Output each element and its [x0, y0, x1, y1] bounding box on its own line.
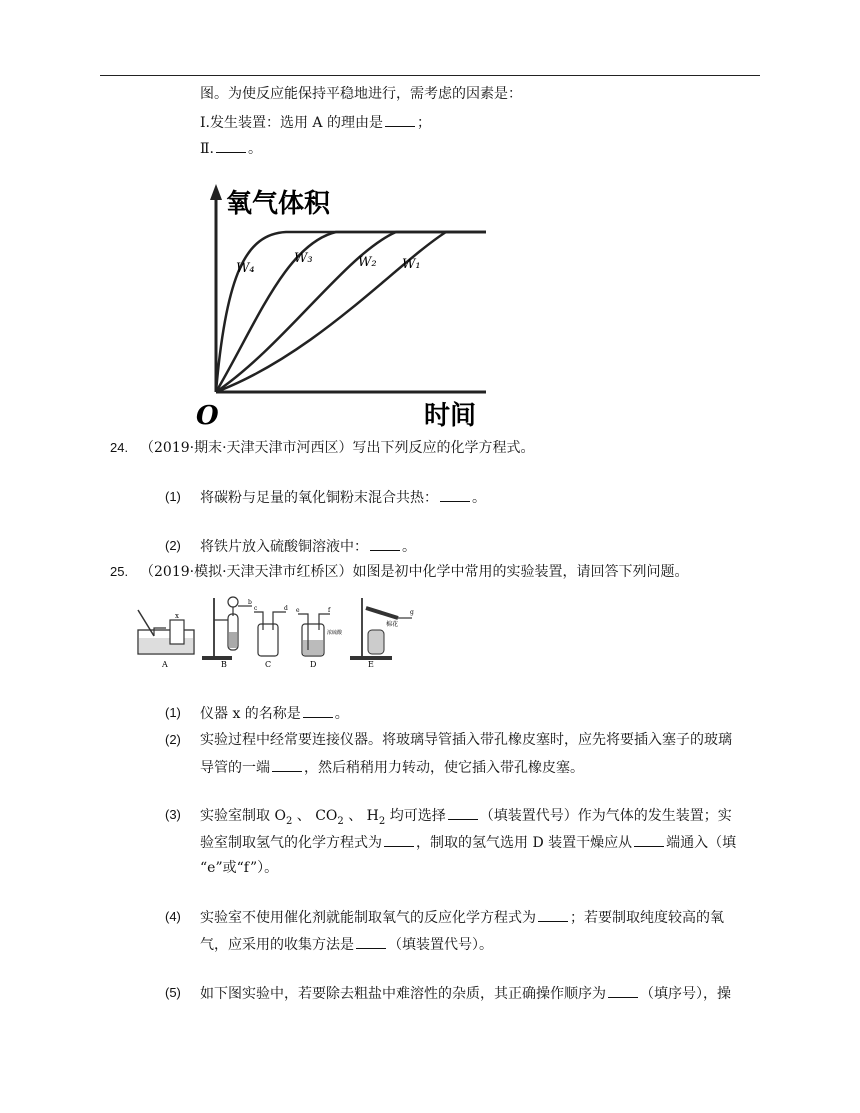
sub-question-end: ，然后稍稍用力转动，使它插入带孔橡皮塞。 — [304, 760, 584, 776]
sub-question-number: (2) — [165, 538, 181, 553]
x-axis-label: 时间 — [424, 401, 477, 431]
subscript: 2 — [378, 815, 386, 827]
curve-w4 — [216, 232, 486, 392]
label-d-apparatus: D — [310, 660, 317, 669]
answer-blank — [272, 757, 302, 772]
sub-question-end: （填序号），操 — [640, 986, 731, 1002]
label-e-apparatus: E — [368, 660, 374, 669]
sub-question-text — [200, 907, 724, 928]
label-x: x — [175, 612, 179, 620]
sub-question-prompt: 实验室制取 O — [200, 808, 286, 824]
label-f: f — [328, 607, 331, 614]
sub-question-prompt: 将碳粉与足量的氧化铜粉末混合共热： — [200, 490, 438, 506]
sub-question-prompt: 、 H — [343, 808, 379, 824]
intro-line2 — [200, 112, 431, 133]
question-stem: （2019·模拟·天津天津市红桥区）如图是初中化学中常用的实验装置，请回答下列问题。 — [140, 564, 689, 580]
sub-question-text — [200, 536, 416, 557]
answer-blank — [385, 112, 415, 127]
curve-label-w4: W₄ — [236, 261, 255, 276]
sub-question-number: (1) — [165, 489, 181, 504]
sub-question-text-cont — [200, 934, 493, 955]
curve-label-w2: W₂ — [358, 255, 377, 270]
answer-blank — [608, 983, 638, 998]
sub-question-number: (3) — [165, 807, 181, 822]
sub-question-prompt: 仪器 x 的名称是 — [200, 706, 301, 722]
sub-question-number: (2) — [165, 732, 181, 747]
sub-question-prompt: 验室制取氢气的化学方程式为 — [200, 835, 382, 851]
sub-question-number: (1) — [165, 705, 181, 720]
intro-line2-text: Ⅰ.发生装置：选用 A 的理由是 — [200, 115, 383, 131]
header-rule — [100, 75, 760, 76]
sub-question-text-cont — [200, 832, 736, 853]
sub-question-text-cont — [200, 757, 584, 778]
answer-blank — [216, 138, 246, 153]
sub-question-prompt: 将铁片放入硫酸铜溶液中： — [200, 539, 368, 555]
intro-line3-end: 。 — [247, 141, 262, 157]
sub-question-text: 实验过程中经常要连接仪器。将玻璃导管插入带孔橡皮塞时，应先将要插入塞子的玻璃 — [200, 732, 732, 748]
label-cotton: 棉花 — [386, 621, 399, 628]
sub-question-end: 。 — [402, 539, 416, 555]
sub-question-end: 。 — [334, 706, 349, 722]
sub-question-text — [200, 805, 732, 832]
answer-blank — [370, 536, 400, 551]
sub-question-prompt: 均可选择 — [385, 808, 446, 824]
subscript: 2 — [285, 815, 293, 827]
curve-label-w1: W₁ — [402, 257, 421, 272]
answer-blank — [356, 934, 386, 949]
label-a: A — [162, 660, 168, 669]
sub-question-prompt: ，制取的氢气选用 D 装置干燥应从 — [416, 835, 633, 851]
y-axis-arrow — [210, 184, 222, 200]
answer-blank — [303, 703, 333, 718]
oxygen-volume-graph — [196, 174, 496, 434]
sub-question-text — [200, 983, 731, 1004]
label-c: c — [254, 605, 258, 612]
intro-line3-text: Ⅱ. — [200, 141, 214, 157]
answer-blank — [448, 805, 478, 820]
intro-line1: 图。为使反应能保持平稳地进行，需考虑的因素是： — [200, 86, 522, 102]
sub-question-prompt: 实验室不使用催化剂就能制取氧气的反应化学方程式为 — [200, 910, 536, 926]
y-axis-label: 氧气体积 — [226, 189, 331, 219]
sub-question-text — [200, 703, 349, 724]
curve-w1 — [216, 232, 486, 392]
sub-question-end: （填装置代号）。 — [388, 937, 493, 953]
label-e: e — [296, 607, 300, 614]
answer-blank — [538, 907, 568, 922]
sub-question-text-cont: “e”或“f”）。 — [200, 860, 279, 876]
lab-apparatus-figure — [130, 590, 420, 672]
question-number: 24. — [110, 440, 129, 455]
sub-question-prompt: 如下图实验中，若要除去粗盐中难溶性的杂质，其正确操作顺序为 — [200, 986, 606, 1002]
origin-label: O — [196, 401, 219, 431]
sub-question-text — [200, 487, 486, 508]
question-number: 25. — [110, 564, 129, 579]
subscript: 2 — [337, 815, 344, 827]
label-b-apparatus: B — [221, 660, 227, 669]
answer-blank — [440, 487, 470, 502]
sub-question-number: (4) — [165, 909, 181, 924]
label-b: b — [248, 599, 252, 606]
sub-question-end: ；若要制取纯度较高的氧 — [570, 910, 724, 926]
question-stem: （2019·期末·天津天津市河西区）写出下列反应的化学方程式。 — [140, 440, 535, 456]
sub-question-end: 端通入（填 — [666, 835, 737, 851]
answer-blank — [634, 832, 664, 847]
sub-question-prompt: 导管的一端 — [200, 760, 270, 776]
curve-w2 — [216, 232, 486, 392]
label-c-apparatus: C — [265, 660, 272, 669]
sub-question-end: （填装置代号）作为气体的发生装置；实 — [479, 808, 732, 824]
label-conc-sulfuric: 浓硫酸 — [327, 630, 343, 636]
answer-blank — [384, 832, 414, 847]
sub-question-prompt: 、 CO — [292, 808, 338, 824]
label-d: d — [284, 605, 288, 612]
intro-line3 — [200, 138, 262, 159]
curve-label-w3: W₃ — [294, 251, 313, 266]
curve-w3 — [216, 232, 486, 392]
sub-question-number: (5) — [165, 985, 181, 1000]
label-g: g — [410, 609, 414, 616]
sub-question-end: 。 — [472, 490, 486, 506]
sub-question-prompt: 气，应采用的收集方法是 — [200, 937, 354, 953]
intro-line2-end: ； — [417, 115, 431, 131]
